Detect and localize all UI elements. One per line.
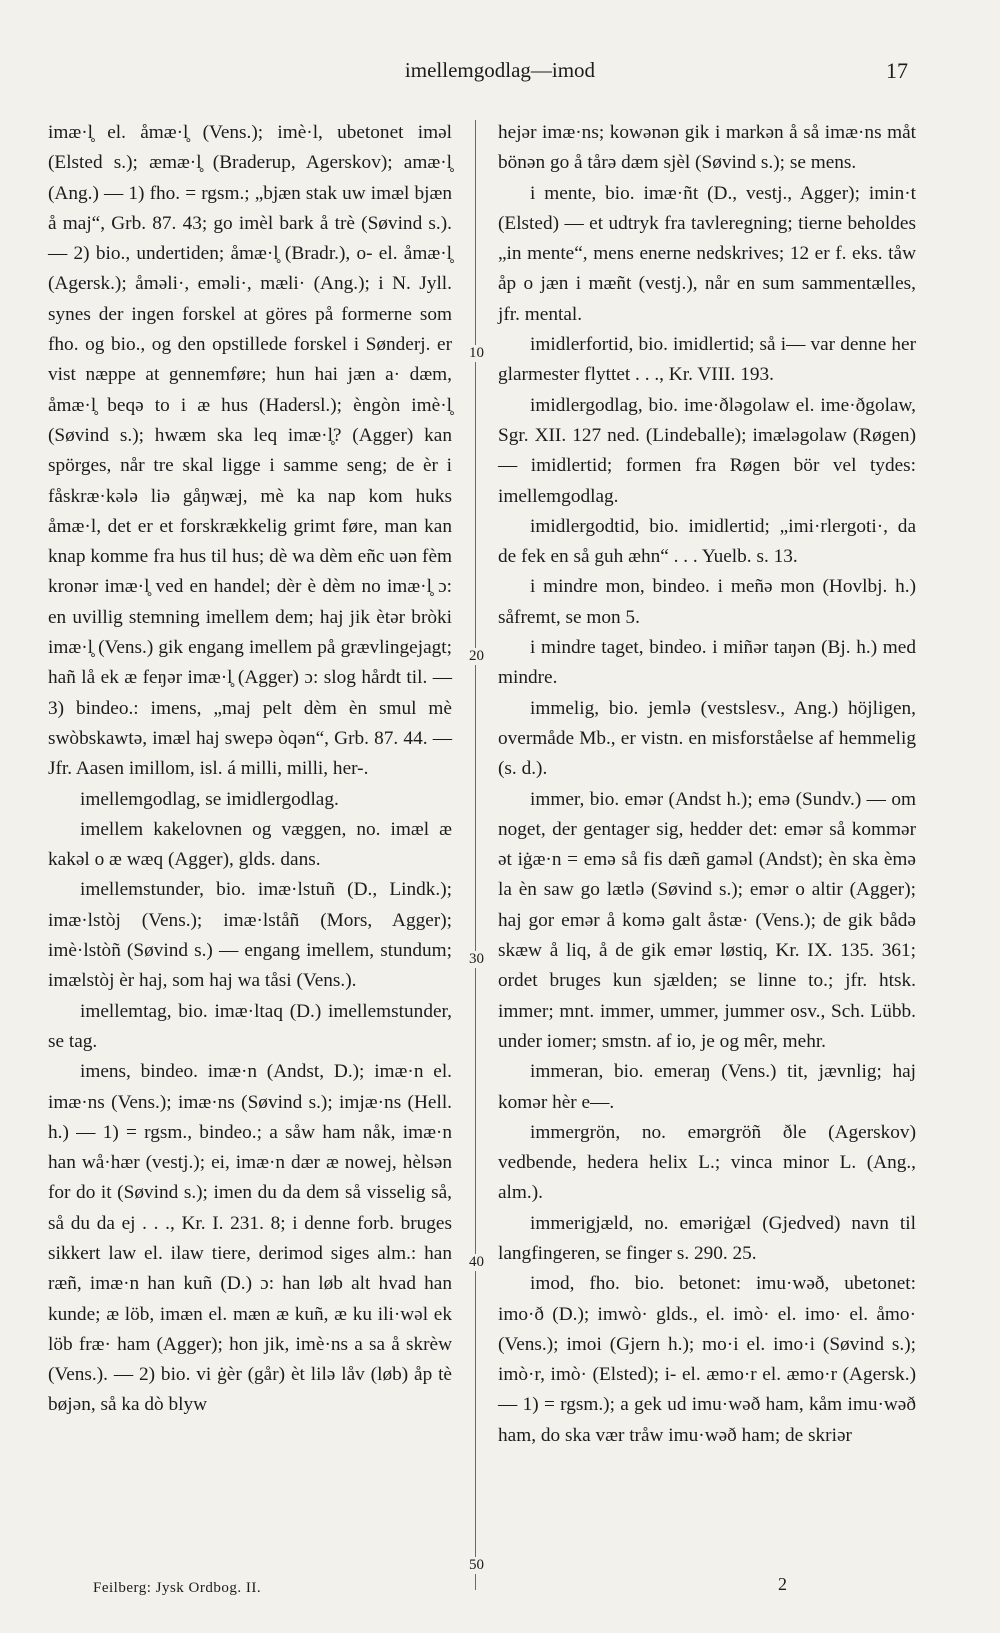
entry-imidlerfortid: imidlerfortid, bio. imidlertid; så i— var denne her glarmester flyttet . . ., Kr. VIII. 193.: [498, 334, 916, 386]
signature-mark: 2: [778, 1574, 787, 1594]
entry-immelig: immelig, bio. jemlǝ (vestslesv., Ang.) höjligen, overmåde Mb., er vistn. en misforståelse af hemmelig (s. d.).: [498, 697, 916, 780]
entry-imidlergodtid: imidlergodtid, bio. imidlertid; „imi·rlergoti·, da de fek en så guh æhn“ . . . Yuelb. s. 13.: [498, 515, 916, 568]
line-number: 50: [469, 1557, 484, 1573]
entry-immeran: immeran, bio. emeraŋ (Vens.) tit, jævnlig; haj komǝr hèr e—.: [498, 1061, 916, 1113]
entry-immergron: immergrön, no. emǝrgröñ ðle (Agerskov) vedbende, hedera helix L.; vinca minor L. (Ang., alm.).: [498, 1121, 916, 1204]
line-number: 30: [469, 951, 484, 967]
footer-imprint: Feilberg: Jysk Ordbog. II.: [93, 1580, 262, 1596]
entry-imens: imens, bindeo. imæ·n (Andst, D.); imæ·n el. imæ·ns (Vens.); imæ·ns (Søvind s.); imjæ·ns (Hell. h.) — 1) = rgsm., bindeo.; a såw ham nåk, imæ·n han wå·hær (vestj.); ei, imæ·n dær æ nowej, hèlsǝn for do it (Søvind s.); imen du da dem så visselig så, så du da ej . . ., Kr. I. 231. 8; i denne forb. bruges sikkert law el. ilaw tiere, derimod siges alm.: han ræñ, imæ·n han kuñ (D.) ɔ: han løb alt hvad han kunde; æ löb, imæn el. mæn æ kuñ, æ ku ili·wǝl ek löb fræ· ham (Agger); hon jik, imè·ns a sa å skrèw (Vens.). — 2) bio. vi ġèr (går) èt lilǝ låv (løb) åp tè bøjǝn, så ka dò blyw: [48, 1061, 452, 1416]
entry-imidlergodlag: imidlergodlag, bio. ime·ðlǝgolaw el. ime·ðgolaw, Sgr. XII. 127 ned. (Lindeballe); imælǝgolaw (Røgen) — imidlertid; formen fra Røgen bör vel tydes: imellemgodlag.: [498, 394, 916, 507]
right-column: [498, 118, 916, 1451]
entry-immerigjaeld: immerigjæld, no. emǝriġæl (Gjedved) navn til langfingeren, se finger s. 290. 25.: [498, 1212, 916, 1264]
entry-i-mindre-taget: i mindre taget, bindeo. i miñǝr taŋǝn (Bj. h.) med mindre.: [498, 637, 916, 689]
column-divider: [475, 120, 476, 1590]
page-number: 17: [886, 58, 908, 83]
left-column: [48, 118, 452, 1421]
entry-imellemstunder: imellemstunder, bio. imæ·lstuñ (D., Lindk.); imæ·lstòj (Vens.); imæ·lståñ (Mors, Agger); imè·lstòñ (Søvind s.) — engang imellem, stundum; imælstòj èr haj, som haj wa tåsi (Vens.).: [48, 879, 452, 992]
line-number: 40: [469, 1254, 484, 1270]
line-number: 20: [469, 648, 484, 664]
line-number: 10: [469, 345, 484, 361]
entry-i-mente: i mente, bio. imæ·ñt (D., vestj., Agger); imin·t (Elsted) — et udtryk fra tavleregning; tierne beholdes „in mente“, mens enerne nedskrives; 12 er f. eks. tåw åp o jæn i mæñt (vestj.), når en sum sammentælles, jfr. mental.: [498, 182, 916, 325]
entry-i-mindre-mon: i mindre mon, bindeo. i meñǝ mon (Hovlbj. h.) såfremt, se mon 5.: [498, 576, 916, 628]
entry-imellemgodlag: imellemgodlag, se imidlergodlag.: [80, 788, 339, 810]
running-header: imellemgodlag—imod: [404, 58, 596, 82]
entry-imellem-kakelovnen: imellem kakelovnen og væggen, no. imæl æ kakǝl o æ wæq (Agger), glds. dans.: [48, 818, 452, 871]
entry-imael: imæ·l̥ el. åmæ·l̥ (Vens.); imè·l, ubetonet imǝl (Elsted s.); æmæ·l̥ (Braderup, Agerskov); amæ·l̥ (Ang.) — 1) fho. = rgsm.; „bjæn stak uw imæl bjæn å maj“, Grb. 87. 43; go imèl bark å trè (Søvind s.). — 2) bio., undertiden; åmæ·l̥ (Bradr.), o- el. åmæ·l̥ (Agersk.); åmǝli·, emǝli·, mæli· (Ang.); i N. Jyll. synes der ingen forskel at göres på formerne som fho. og bio., og den opstillede forskel i Sønderj. er vist næppe at gennemføre; hun hai jæn a· dæm, åmæ·l̥ beqǝ to i æ hus (Hadersl.); èngòn imè·l̥ (Søvind s.); hwæm ska leq imæ·l̥? (Agger) kan spörges, når tre skal ligge i samme seng; de èr i fåskræ·kǝlǝ liǝ gåŋwæj, mè ka nap kom huks åmæ·l, det er et forskrækkelig grimt føre, man kan knap komme fra hus til hus; dè wa dèm eñc uǝn fèm kronǝr imæ·l̥ ved en handel; dèr è dèm no imæ·l̥ ɔ: en uvillig stemning imellem dem; haj jik ètǝr bròki imæ·l̥ (Vens.) gik engang imellem på grævlingejagt; hañ lå ek æ feŋǝr imæ·l̥ (Agger) ɔ: slog hårdt til. — 3) bindeo.: imens, „maj pelt dèm èn smul mè swòbskawtǝ, imæl haj swepǝ òqǝn“, Grb. 87. 44. — Jfr. Aasen imillom, isl. á milli, milli, her-.: [48, 122, 452, 780]
entry-immer: immer, bio. emǝr (Andst h.); emǝ (Sundv.) — om noget, der gentager sig, hedder det: emǝr så kommǝr ǝt iġæ·n = emǝ så fis dæñ gamǝl (Andst); èn ska èmǝ la èn saw go lætlǝ (Søvind s.); emǝr o altir (Agger); haj gor emǝr å komǝ galt åstæ· (Vens.); de gik bådǝ skæw å liq, å de gik emǝr løstiq, Kr. IX. 135. 361; ordet bruges kun sjælden; se linne to.; jfr. htsk. immer; mnt. immer, ummer, jummer osv., Sch. Lübb. under iomer; smstn. af io, je og mêr, mehr.: [498, 788, 916, 1052]
entry-imod: imod, fho. bio. betonet: imu·wǝð, ubetonet: imo·ð (D.); imwò· glds., el. imò· el. imo· el. åmo· (Vens.); imoi (Gjern h.); mo·i el. imo·i (Søvind s.); imò·r, imò· (Elsted); i- el. æmo·r el. æmo·r (Agersk.) — 1) = rgsm.); a gek ud imu·wǝð ham, kåm imu·wǝð ham, do ska vær tråw imu·wǝð ham; de skriǝr: [498, 1273, 916, 1446]
entry-imellemtag: imellemtag, bio. imæ·ltaq (D.) imellemstunder, se tag.: [48, 1000, 452, 1052]
entry-imens-cont: hejǝr imæ·ns; kowǝnǝn gik i markǝn å så imæ·ns måt bönǝn go å tårǝ dæm sjèl (Søvind s.); se mens.: [498, 122, 916, 174]
